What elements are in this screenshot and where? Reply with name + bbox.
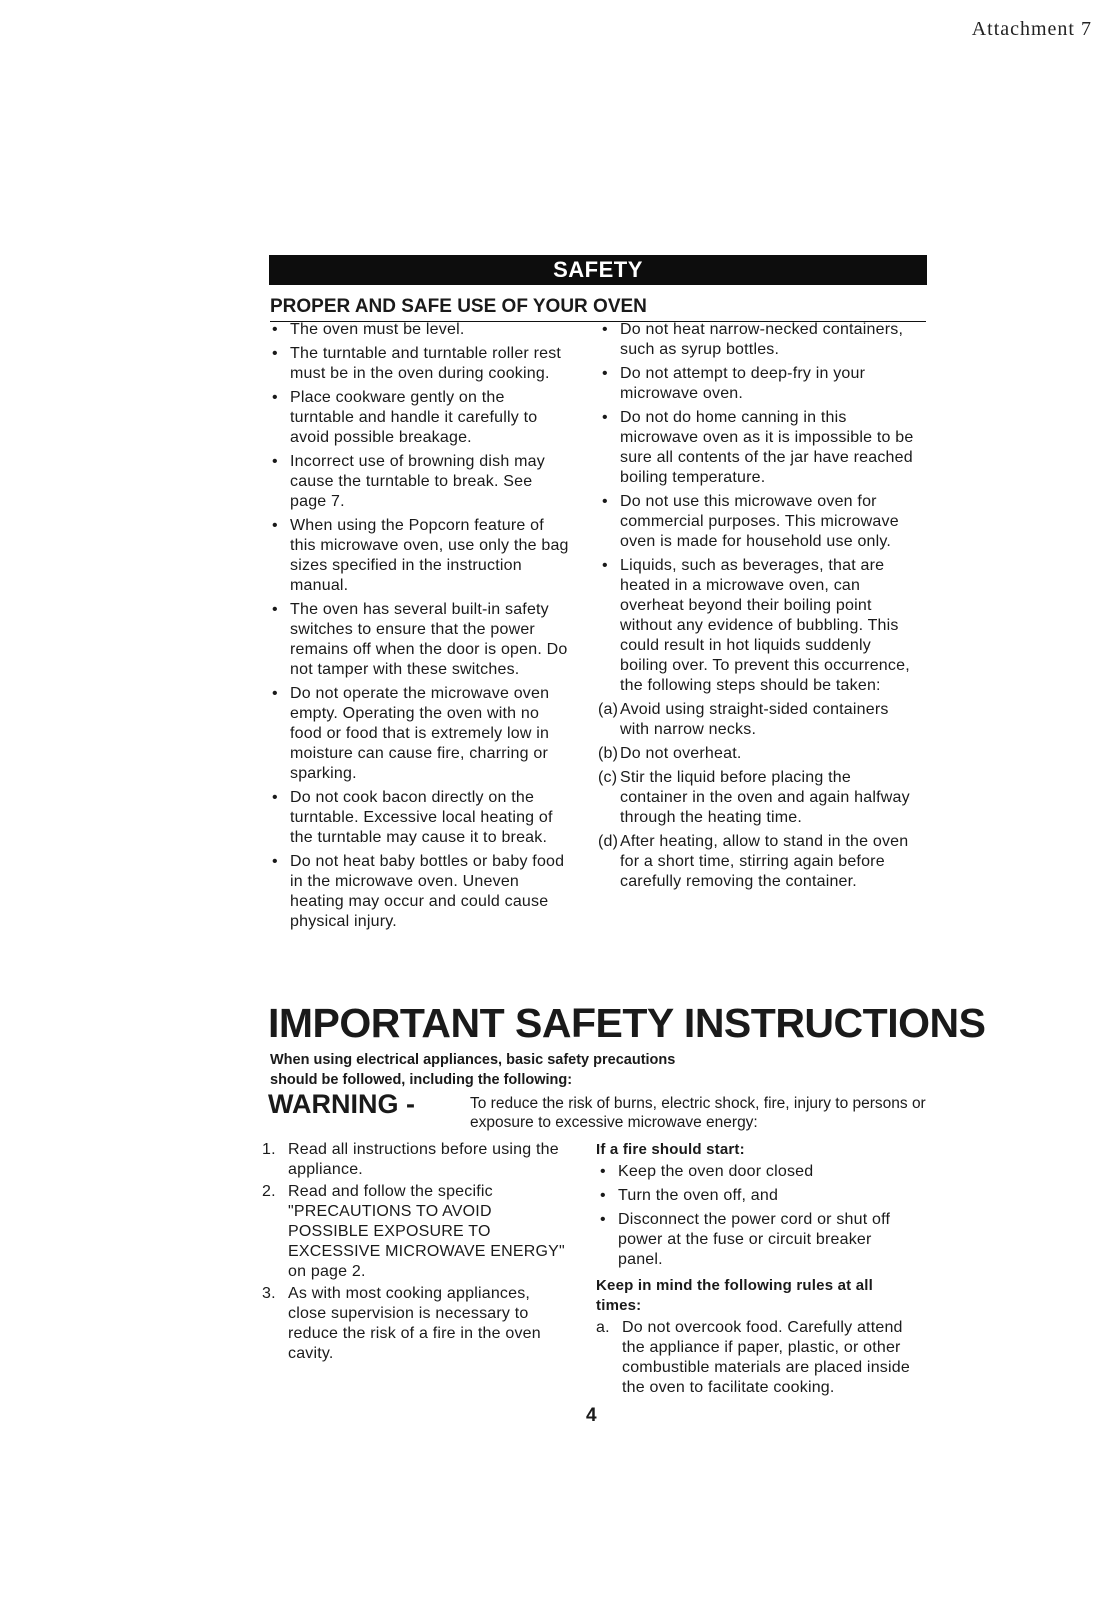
item-number: 2.	[262, 1183, 276, 1200]
rule-label: a.	[596, 1319, 610, 1336]
list-item: • The turntable and turntable roller rest must be in the oven during cooking.	[268, 344, 573, 384]
list-item: • Do not cook bacon directly on the turntable. Excessive local heating of the turntable may cause it to break.	[268, 788, 573, 848]
attachment-label: Attachment 7	[971, 18, 1092, 40]
step-text: Avoid using straight-sided containers with narrow necks.	[620, 701, 889, 738]
item-number: 3.	[262, 1285, 276, 1302]
step-label: (a)	[598, 701, 619, 718]
step-item	[598, 768, 918, 828]
warning-heading: WARNING -	[268, 1089, 415, 1119]
rule-text: Do not overcook food. Carefully attend the appliance if paper, plastic, or other combustible materials are placed inside the oven to facilitate cooking.	[622, 1319, 910, 1396]
warning-text: To reduce the risk of burns, electric shock, fire, injury to persons or exposure to excessive microwave energy:	[470, 1095, 926, 1131]
numbered-list	[262, 1140, 572, 1366]
list-item: • Do not heat baby bottles or baby food in the microwave oven. Uneven heating may occur and could cause physical injury.	[268, 852, 573, 932]
list-item: • Do not do home canning in this microwave oven as it is impossible to be sure all contents of the jar have reached boiling temperature.	[598, 408, 918, 488]
list-item: • Place cookware gently on the turntable and handle it carefully to avoid possible breakage.	[268, 388, 573, 448]
step-label: (b)	[598, 745, 619, 762]
item-text: As with most cooking appliances, close supervision is necessary to reduce the risk of a fire in the oven cavity.	[288, 1285, 541, 1362]
keep-heading: Keep in mind the following rules at all times:	[596, 1277, 873, 1314]
right-column	[598, 320, 918, 896]
item-text: Read and follow the specific "PRECAUTIONS TO AVOID POSSIBLE EXPOSURE TO EXCESSIVE MICROWAVE ENERGY" on page 2.	[288, 1183, 565, 1280]
intro-line: should be followed, including the following:	[270, 1072, 573, 1088]
section-title: PROPER AND SAFE USE OF YOUR OVEN	[270, 296, 926, 322]
list-item: • Do not operate the microwave oven empty. Operating the oven with no food or food that is extremely low in moisture can cause fire, charring or sparking.	[268, 684, 573, 784]
list-item: • Incorrect use of browning dish may cause the turntable to break. See page 7.	[268, 452, 573, 512]
step-item	[598, 832, 918, 892]
list-item: • Liquids, such as beverages, that are heated in a microwave oven, can overheat beyond their boiling point without any evidence of bubbling. This could result in hot liquids suddenly boiling over. To prevent this occurrence, the following steps should be taken:	[598, 556, 918, 696]
item-text: Read all instructions before using the appliance.	[288, 1141, 559, 1178]
step-text: After heating, allow to stand in the oven for a short time, stirring again before carefully removing the container.	[620, 833, 909, 890]
list-item: • Do not use this microwave oven for commercial purposes. This microwave oven is made for household use only.	[598, 492, 918, 552]
numbered-item	[262, 1284, 572, 1364]
rule-item	[596, 1318, 916, 1398]
step-text: Stir the liquid before placing the container in the oven and again halfway through the heating time.	[620, 769, 910, 826]
fire-section	[596, 1140, 916, 1402]
step-label: (c)	[598, 769, 618, 786]
page-number: 4	[586, 1405, 597, 1426]
step-text: Do not overheat.	[620, 745, 742, 762]
safety-banner: SAFETY	[269, 255, 927, 285]
list-item: • Disconnect the power cord or shut off power at the fuse or circuit breaker panel.	[596, 1210, 916, 1270]
numbered-item	[262, 1140, 572, 1180]
step-item	[598, 744, 918, 764]
numbered-item	[262, 1182, 572, 1282]
intro-text	[270, 1050, 675, 1090]
important-title: IMPORTANT SAFETY INSTRUCTIONS	[268, 1000, 986, 1046]
list-item: • When using the Popcorn feature of this microwave oven, use only the bag sizes specified in the instruction manual.	[268, 516, 573, 596]
list-item: • The oven has several built-in safety switches to ensure that the power remains off when the door is open. Do not tamper with these switches.	[268, 600, 573, 680]
list-item: • Turn the oven off, and	[596, 1186, 916, 1206]
list-item: • Keep the oven door closed	[596, 1162, 916, 1182]
fire-heading: If a fire should start:	[596, 1141, 745, 1158]
intro-line: When using electrical appliances, basic safety precautions	[270, 1052, 676, 1068]
step-item	[598, 700, 918, 740]
list-item: • Do not attempt to deep-fry in your microwave oven.	[598, 364, 918, 404]
left-column	[268, 320, 573, 936]
item-number: 1.	[262, 1141, 276, 1158]
step-label: (d)	[598, 833, 619, 850]
list-item: • The oven must be level.	[268, 320, 573, 340]
list-item: • Do not heat narrow-necked containers, such as syrup bottles.	[598, 320, 918, 360]
